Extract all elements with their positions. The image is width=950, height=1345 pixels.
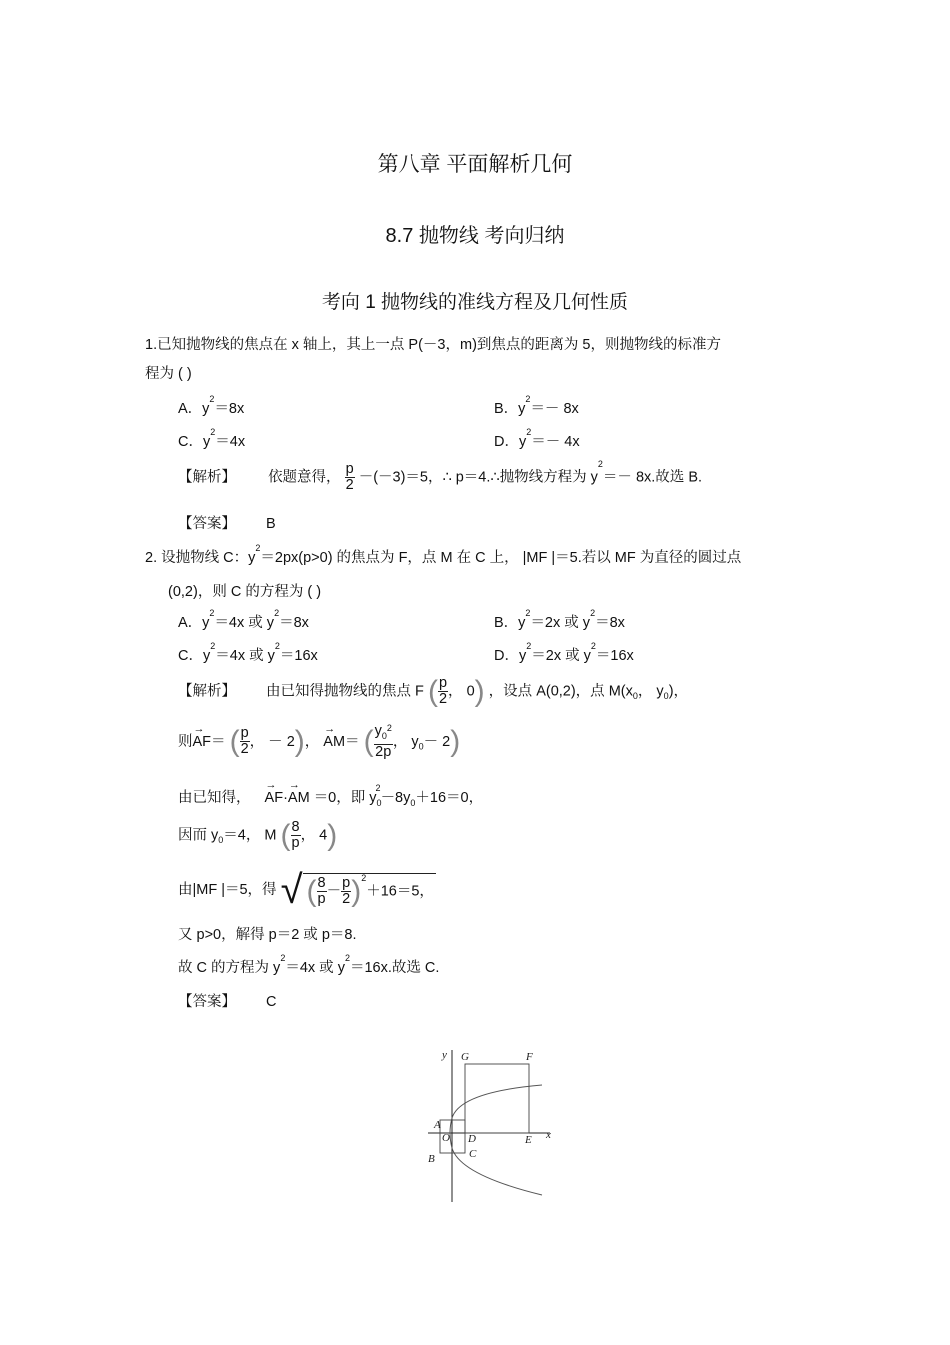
label-e: E: [525, 1134, 532, 1146]
q2-option-b: B．$y^2=2x$ 或 $y^2=8x$: [494, 608, 625, 631]
section-title: 8.7 抛物线 考向归纳: [385, 225, 565, 247]
label-b: B: [428, 1153, 435, 1165]
q2-answer: 【答案】 C: [178, 994, 277, 1010]
q1-option-c: C．$y^2=4x$: [178, 427, 246, 450]
topic-title: 考向 1 抛物线的准线方程及几何性质: [321, 292, 629, 313]
label-g: G: [461, 1051, 469, 1063]
q2-analysis-line5: 由|MF |＝5，得 √ ( $\frac{8}{p}$ － $\frac{p}{2}$ )$^2$＋16＝5，: [178, 868, 434, 912]
q2-analysis-line2: 则→ AF＝ ( $\frac{p}{2}$ ， － 2)， → AM＝ ( $\frac{y_0^2}{2p}$ ， $y_0- 2$): [178, 724, 460, 760]
fraction-p-over-2: $\frac{p}{2}$: [345, 461, 354, 493]
q2-option-c: C．$y^2=4x$ 或 $y^2=16x$: [178, 641, 318, 664]
q1-answer: 【答案】 B: [178, 516, 276, 532]
q1-stem-line2: 程为 ( ): [145, 366, 192, 382]
q1-option-a: A．$y^2=8x$: [178, 394, 245, 417]
q2-stem-line2: (0,2)，则 C 的方程为 ( ): [168, 584, 322, 600]
label-a: A: [434, 1119, 441, 1131]
q1-analysis: 【解析】 依题意得， $\frac{p}{2}$ －(－3)＝5，∴ p＝4.∴抛物线方程为 $y^2=- 8x$.故选 B.: [178, 459, 703, 493]
q2-stem-line1: 2. 设抛物线 C：$y^2=2px(p>0)$ 的焦点为 F，点 M 在 C 上， |MF |＝5.若以 MF 为直径的圆过点: [145, 543, 742, 566]
label-f: F: [526, 1051, 533, 1063]
q2-analysis-line6: 又 p>0，解得 p＝2 或 p＝8.: [178, 927, 357, 943]
q2-analysis-line7: 故 C 的方程为 $y^2=4x$ 或 $y^2=16x$.故选 C.: [178, 953, 440, 976]
q2-analysis-line3: 由已知得， → AF·→ AM ＝0，即 $y_0^2-8y_0+16=0$，: [178, 786, 483, 808]
analysis-label: 【解析】: [178, 469, 236, 486]
q2-analysis-line1: 【解析】 由已知得抛物线的焦点 F ( $\frac{p}{2}$ ， 0) ，设点 A(0,2)，点 $M(x_0$， $y_0$)，: [178, 674, 689, 708]
q1-option-b: B．$y^2=- 8x$: [494, 394, 579, 417]
label-y: y: [442, 1049, 447, 1061]
label-x: x: [546, 1129, 551, 1141]
label-o: O: [442, 1132, 450, 1144]
q1-option-d: D．$y^2=- 4x$: [494, 427, 580, 450]
parabola-figure: [420, 1040, 560, 1205]
label-c: C: [469, 1148, 477, 1160]
q2-option-d: D．$y^2=2x$ 或 $y^2=16x$: [494, 641, 634, 664]
label-d: D: [468, 1133, 476, 1145]
q1-stem-line1: 1.已知抛物线的焦点在 x 轴上，其上一点 P(－3，m)到焦点的距离为 5，则抛物线的标准方: [145, 337, 721, 353]
chapter-title: 第八章 平面解析几何: [377, 153, 573, 176]
q2-option-a: A．$y^2=4x$ 或 $y^2=8x$: [178, 608, 309, 631]
q2-analysis-line4: 因而 $y_0=4$， M ( $\frac{8}{p}$ ， 4): [178, 818, 338, 852]
